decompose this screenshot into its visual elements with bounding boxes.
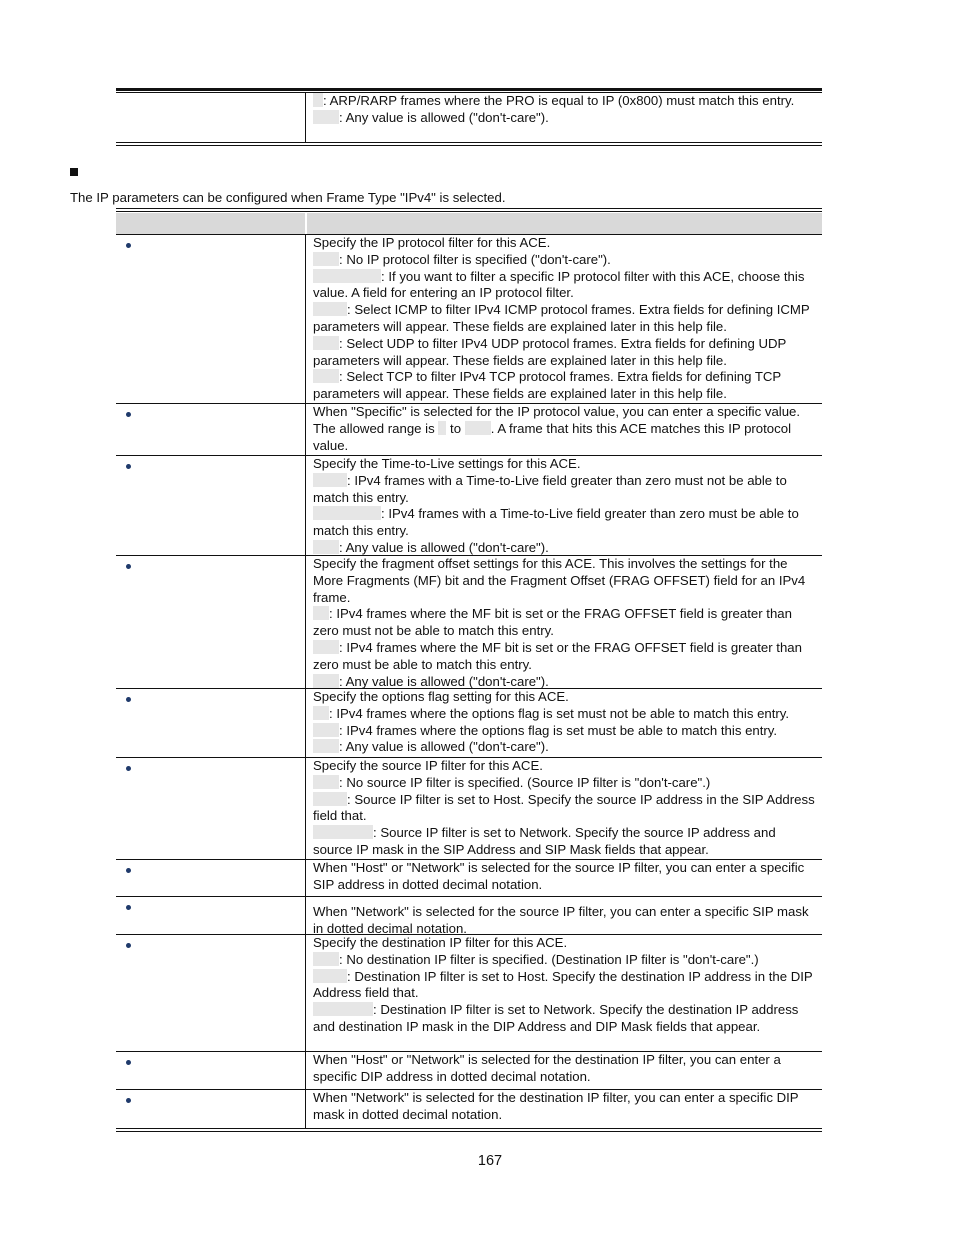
bullet-icon xyxy=(126,464,131,469)
bullet-icon xyxy=(126,1060,131,1065)
bullet-icon xyxy=(126,564,131,569)
section-intro: The IP parameters can be configured when Frame Type "IPv4" is selected. xyxy=(70,190,506,205)
row-text: Specify the Time-to-Live settings for this ACE. xyxy=(313,456,581,471)
row-text: When "Host" or "Network" is selected for the destination IP filter, you can enter a specific DIP address in dotted decimal notation. xyxy=(313,1052,781,1084)
row-text: : IPv4 frames where the options flag is set must not be able to match this entry. xyxy=(329,705,790,721)
table-row-ip-protocol-value xyxy=(116,404,822,456)
table-row-dip-address xyxy=(116,1052,822,1090)
row-text: : IPv4 frames where the MF bit is set or the FRAG OFFSET field is greater than zero must not be able to match this entry. xyxy=(313,606,792,639)
row-text: : Destination IP filter is set to Network. Specify the destination IP address and destination IP mask in the DIP Address and DIP Mask fields that appear. xyxy=(313,1002,799,1034)
row-text: : Any value is allowed ("don't-care"). xyxy=(339,673,549,689)
row-text: : Source IP filter is set to Network. Specify the source IP address and source IP mask in the SIP Address and SIP Mask fields that appear. xyxy=(313,825,776,857)
table-row-sip-filter xyxy=(116,758,822,860)
row-text: : Source IP filter is set to Host. Specify the source IP address in the SIP Address field that. xyxy=(313,791,815,824)
table-header xyxy=(116,213,822,234)
page-number: 167 xyxy=(477,1153,503,1169)
row-text: : No source IP filter is specified. (Source IP filter is "don't-care".) xyxy=(339,774,711,790)
table-row-dip-mask xyxy=(116,1090,822,1128)
row-text: Specify the destination IP filter for this ACE. xyxy=(313,935,568,950)
row-text: Specify the fragment offset settings for this ACE. This involves the settings for the More Fragments (MF) bit and the Fragment Offset (FRAG OFFSET) field for an IPv4 frame. xyxy=(313,556,806,605)
table-row-sip-mask xyxy=(116,897,822,935)
row-text: Specify the IP protocol filter for this ACE. xyxy=(313,235,551,250)
row-text: : No destination IP filter is specified. (Destination IP filter is "don't-care".) xyxy=(339,951,759,967)
row-text: : Any value is allowed ("don't-care"). xyxy=(339,739,549,755)
table-row-ip-protocol-filter xyxy=(116,235,822,404)
row-text: : If you want to filter a specific IP protocol filter with this ACE, choose this value. A field for entering an IP protocol filter. xyxy=(313,268,805,301)
bullet-icon xyxy=(126,868,131,873)
table-row-ttl xyxy=(116,456,822,556)
table-row-dip-filter xyxy=(116,935,822,1052)
row-text: : Select UDP to filter IPv4 UDP protocol frames. Extra fields for defining UDP parameters will appear. These fields are explained later in this help file. xyxy=(313,335,787,368)
ip-parameters-table xyxy=(116,208,822,1132)
bullet-icon xyxy=(126,1098,131,1103)
arp-any-value-text: : Any value is allowed ("don't-care"). xyxy=(339,109,549,125)
row-text: : IPv4 frames with a Time-to-Live field greater than zero must be able to match this entry. xyxy=(313,506,799,539)
row-text: : IPv4 frames where the options flag is set must be able to match this entry. xyxy=(339,722,778,738)
bullet-icon xyxy=(126,766,131,771)
table-row-options xyxy=(116,689,822,758)
row-text: Specify the source IP filter for this ACE. xyxy=(313,758,543,773)
row-text: : Destination IP filter is set to Host. Specify the destination IP address in the DIP Address field that. xyxy=(313,968,813,1001)
row-text: : IPv4 frames where the MF bit is set or the FRAG OFFSET field is greater than zero must be able to match this entry. xyxy=(313,639,802,672)
row-text: When "Network" is selected for the source IP filter, you can enter a specific SIP mask in dotted decimal notation. xyxy=(313,904,809,936)
row-text: : Select TCP to filter IPv4 TCP protocol frames. Extra fields for defining TCP parameters will appear. These fields are explained later in this help file. xyxy=(313,369,781,402)
continued-table-cell xyxy=(313,93,818,127)
bullet-icon xyxy=(126,412,131,417)
bullet-icon xyxy=(126,943,131,948)
arp-pro-match-text: : ARP/RARP frames where the PRO is equal to IP (0x800) must match this entry. xyxy=(323,93,795,108)
table-row-sip-address xyxy=(116,860,822,897)
row-text: Specify the options flag setting for this ACE. xyxy=(313,689,569,704)
row-text: : IPv4 frames with a Time-to-Live field greater than zero must not be able to match this entry. xyxy=(313,472,787,505)
continued-table xyxy=(116,88,822,146)
row-text: : Select ICMP to filter IPv4 ICMP protocol frames. Extra fields for defining ICMP parameters will appear. These fields are explained later in this help file. xyxy=(313,302,810,334)
row-text: : No IP protocol filter is specified ("don't-care"). xyxy=(339,251,611,267)
bullet-icon xyxy=(126,697,131,702)
row-text: : Any value is allowed ("don't-care"). xyxy=(339,539,549,555)
bullet-icon xyxy=(126,905,131,910)
bullet-icon xyxy=(126,243,131,248)
row-text: to xyxy=(450,420,462,436)
row-text: When "Host" or "Network" is selected for the source IP filter, you can enter a specific SIP address in dotted decimal notation. xyxy=(313,860,805,892)
row-text: When "Specific" is selected for the IP protocol value, you can enter a specific value. The allowed range is xyxy=(313,404,801,436)
row-text: . A frame that hits this ACE matches this IP protocol value. xyxy=(313,420,791,453)
table-row-fragment xyxy=(116,556,822,689)
row-text: When "Network" is selected for the destination IP filter, you can enter a specific DIP mask in dotted decimal notation. xyxy=(313,1090,799,1122)
section-bullet-icon xyxy=(70,168,78,176)
